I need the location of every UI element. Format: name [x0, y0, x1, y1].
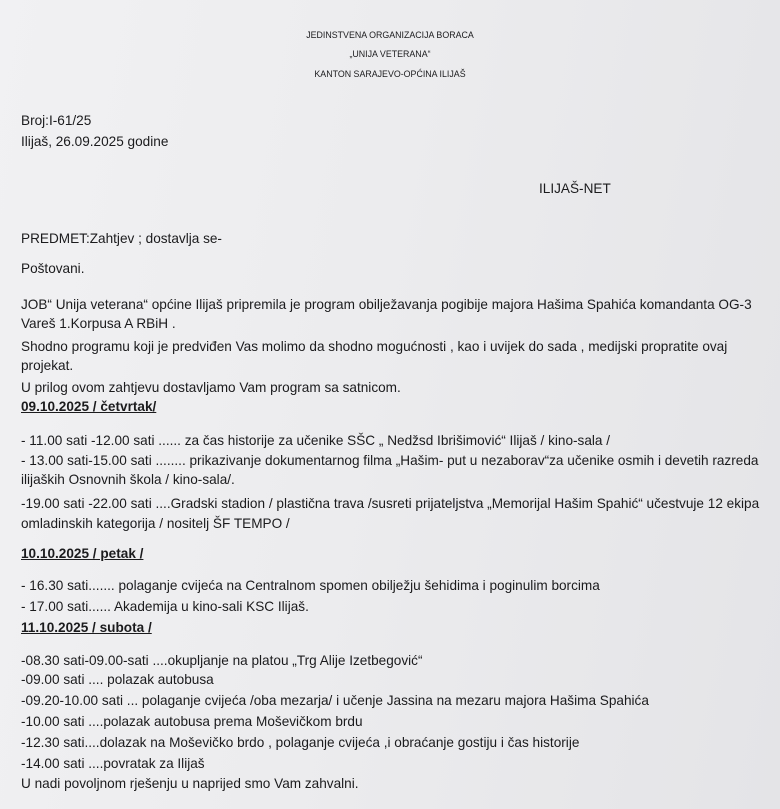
header-line-3: KANTON SARAJEVO-OPĆINA ILIJAŠ: [314, 69, 466, 79]
body-line: Vareš 1.Korpusa A RBiH .: [21, 316, 176, 331]
greeting: Poštovani.: [21, 261, 85, 276]
header-line-2: „UNIJA VETERANA“: [349, 49, 431, 59]
schedule-item: - 11.00 sati -12.00 sati ...... za čas historije za učenike SŠC „ Nedžsd Ibrišimović“ Ilijaš / kino-sala /: [21, 433, 611, 448]
schedule-item: -10.00 sati ....polazak autobusa prema Moševičkom brdu: [21, 714, 363, 729]
schedule-item: - 16.30 sati....... polaganje cvijeća na Centralnom spomen obilježju šehidima i poginulim borcima: [21, 578, 600, 593]
schedule-item: -09.00 sati .... polazak autobusa: [21, 672, 214, 687]
schedule-item: omladinskih kategorija / nositelj ŠF TEMPO /: [21, 516, 290, 531]
reference-number: Broj:I-61/25: [21, 113, 92, 128]
schedule-item: -09.20-10.00 sati ... polaganje cvijeća /oba mezarja/ i učenje Jassina na mezaru majora Hašima Spahića: [21, 693, 649, 708]
recipient: ILIJAŠ-NET: [539, 181, 611, 196]
schedule-item: -14.00 sati ....povratak za Ilijaš: [21, 756, 205, 771]
schedule-item: -08.30 sati-09.00-sati ....okupljanje na platou „Trg Alije Izetbegović“: [21, 653, 423, 668]
body-line: Shodno programu koji je predviđen Vas molimo da shodno mogućnosti , kao i uvijek do sada , medijski propratite ovaj: [21, 339, 728, 354]
body-line: projekat.: [21, 358, 74, 373]
schedule-item: - 17.00 sati...... Akademija u kino-sali KSC Ilijaš.: [21, 599, 309, 614]
schedule-item: ilijaških Osnovnih škola / kino-sala/.: [21, 472, 235, 487]
day-heading: 09.10.2025 / četvrtak/: [21, 399, 157, 414]
day-heading: 11.10.2025 / subota /: [21, 620, 152, 635]
body-line: JOB“ Unija veterana“ općine Ilijaš pripremila je program obilježavanja pogibije majora Hašima Spahića komandanta OG-3: [21, 297, 752, 312]
schedule-item: -12.30 sati....dolazak na Moševičko brdo , polaganje cvijeća ,i obraćanje gostiju i čas historije: [21, 735, 580, 750]
day-heading: 10.10.2025 / petak /: [21, 546, 144, 561]
body-line: U prilog ovom zahtjevu dostavljamo Vam program sa satnicom.: [21, 380, 401, 395]
schedule-item: -19.00 sati -22.00 sati ....Gradski stadion / plastična trava /susreti prijateljstva „Memorijal Hašim Spahić“ učestvuje 12 ekipa: [21, 496, 760, 511]
subject: PREDMET:Zahtjev ; dostavlja se-: [21, 231, 222, 246]
place-date: Ilijaš, 26.09.2025 godine: [21, 134, 169, 149]
closing: U nadi povoljnom rješenju u naprijed smo Vam zahvalni.: [21, 776, 359, 791]
header-line-1: JEDINSTVENA ORGANIZACIJA BORACA: [306, 30, 474, 40]
schedule-item: - 13.00 sati-15.00 sati ........ prikazivanje dokumentarnog filma „Hašim- put u nezaborav“za učenike osmih i devetih razreda: [21, 453, 759, 468]
